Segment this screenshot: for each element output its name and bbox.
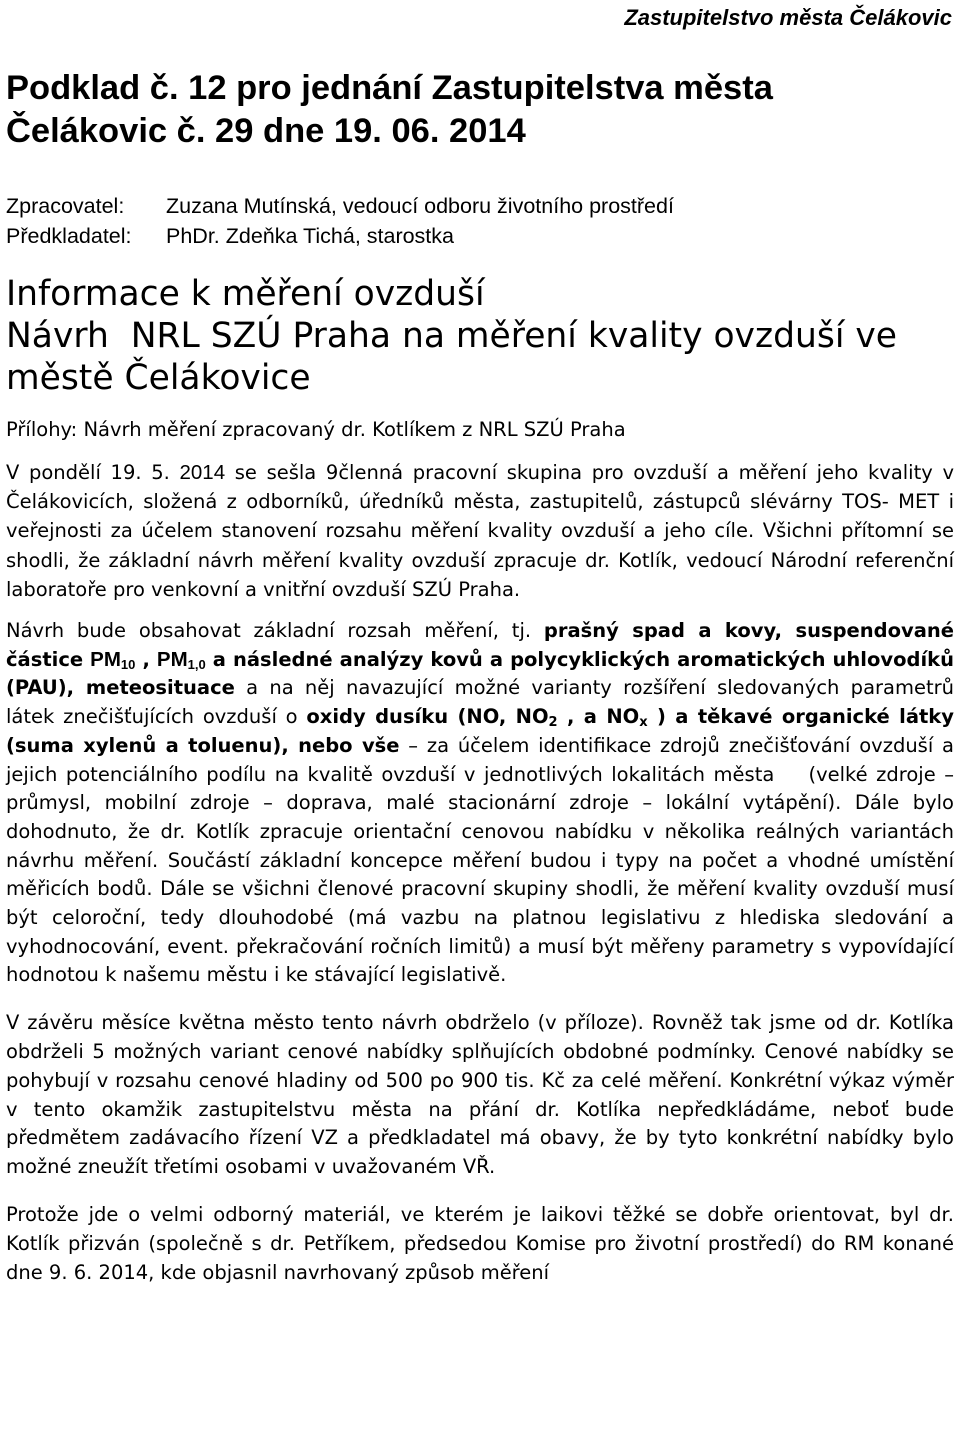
no2-subscript: 2 xyxy=(548,715,558,731)
pm1-subscript: 1,0 xyxy=(187,656,206,672)
subject-line-3: městě Čelákovice xyxy=(6,358,311,398)
author-row xyxy=(6,191,954,221)
paragraph-consultation: Protože jde o velmi odborný materiál, ve kterém je laikovi těžké se dobře orientovat, byl dr. Kotlík přizván (společně s dr. Petříkem, předsedou Komise pro životní prostředí) do RM konané dne 9. 6. 2014, kde objasnil navrhovaný způsob měření xyxy=(6,1202,954,1284)
document-title xyxy=(6,67,954,153)
paragraph-meeting xyxy=(6,458,954,604)
subject-line-2: Návrh NRL SZÚ Praha na měření kvality ovzduší ve xyxy=(6,316,898,356)
proposal-bold-2: a následné analýzy kovů a polycyklických aromatických uhlovodíků (PAU), meteosituace xyxy=(6,647,954,700)
paragraph-offers: V závěru měsíce května město tento návrh obdrželo (v příloze). Rovněž tak jsme od dr. Kotlíka obdrželi 5 možných variant cenové nabídky splňujících obdobné podmínky. Cenové nabídky se pohybují v rozsahu cenové hladiny od 500 po 900 tis. Kč za celé měření. Konkrétní výkaz výměr v tento okamžik zastupitelstvu města na přání dr. Kotlíka nepředkládáme, neboť bude předmětem zadávacího řízení VZ a předkladatel má obavy, že by tyto konkrétní nabídky bylo možné zneužít třetími osobami v uvažovaném VŘ. xyxy=(6,1011,954,1179)
subject-line-1: Informace k měření ovzduší xyxy=(6,274,485,314)
organization-header: Zastupitelstvo města Čelákovic xyxy=(624,5,952,30)
presenter-label: Předkladatel: xyxy=(6,224,132,248)
proposal-bold-1: prašný spad a kovy, suspendované částice xyxy=(6,619,954,671)
pm10-subscript: 10 xyxy=(120,656,136,672)
proposal-bold-4: , a NO xyxy=(557,705,640,729)
subject-heading xyxy=(6,273,954,399)
paragraph-proposal xyxy=(6,617,960,990)
paragraph-meeting-year: 2014 xyxy=(179,461,226,484)
proposal-text-3: – za účelem identifikace zdrojů znečišťování ovzduší a jejich potenciálního podílu na kvalitě ovzduší v jednotlivých lokalitách města (velké zdroje – průmysl, mobilní zdroje – doprava, malé stacionární zdroje – lokální vytápění). Dále bylo dohodnuto, že dr. Kotlík zpracuje orientační cenovou nabídku v několika reálných variantách návrhu měření. Součástí základní koncepce měření budou i typy na počet a vhodné umístění měřicích bodů. Dále se všichni členové pracovní skupiny shodli, že měření kvality ovzduší musí být celoroční, tedy dlouhodobé (má vazbu na platnou legislativu z hlediska sledování a vyhodnocování, event. překračování ročních limitů) a musí být měřeny parametry s vypovídající hodnotou k našemu městu i ke stávající legislativě. xyxy=(6,733,960,987)
proposal-text-2: a na něj navazující možné varianty rozšíření sledovaných parametrů látek znečišťujících ovzduší o xyxy=(6,676,954,729)
author-value: Zuzana Mutínská, vedoucí odboru životního prostředí xyxy=(166,194,674,218)
proposal-comma: , xyxy=(135,647,157,671)
attachments-line: Přílohy: Návrh měření zpracovaný dr. Kotlíkem z NRL SZÚ Praha xyxy=(6,418,626,441)
nox-subscript: x xyxy=(639,715,648,731)
pm10-label xyxy=(90,648,135,671)
pm10-text: PM xyxy=(90,647,121,671)
document-title-line-1: Podklad č. 12 pro jednání Zastupitelstva města xyxy=(6,69,773,107)
paragraph-meeting-part-1: V pondělí 19. 5. xyxy=(6,461,180,484)
document-title-line-2: Čelákovic č. 29 dne 19. 06. 2014 xyxy=(6,112,526,150)
presenter-value: PhDr. Zdeňka Tichá, starostka xyxy=(166,224,454,248)
pm1-label xyxy=(157,648,206,671)
document-meta xyxy=(6,191,954,251)
proposal-bold-3: oxidy dusíku (NO, NO xyxy=(306,705,549,729)
paragraph-meeting-part-3: se sešla 9členná pracovní skupina pro ovzduší a měření jeho kvality v Čelákovicích, složená z odborníků, úředníků města, zastupitelů, zástupců slévárny TOS- MET i veřejnosti za účelem stanovení rozsahu měření kvality ovzduší a jeho cíle. Všichni přítomní se shodli, že základní návrh měření kvality ovzduší zpracuje dr. Kotlík, vedoucí Národní referenční laboratoře pro venkovní a vnitřní ovzduší SZÚ Praha. xyxy=(6,461,954,601)
proposal-text-1: Návrh bude obsahovat základní rozsah měření, tj. xyxy=(6,619,544,643)
proposal-bold-5: ) a těkavé organické látky (suma xylenů a toluenu), nebo vše xyxy=(6,705,954,757)
author-label: Zpracovatel: xyxy=(6,194,125,218)
presenter-row xyxy=(6,221,954,251)
pm1-text: PM xyxy=(156,647,188,671)
